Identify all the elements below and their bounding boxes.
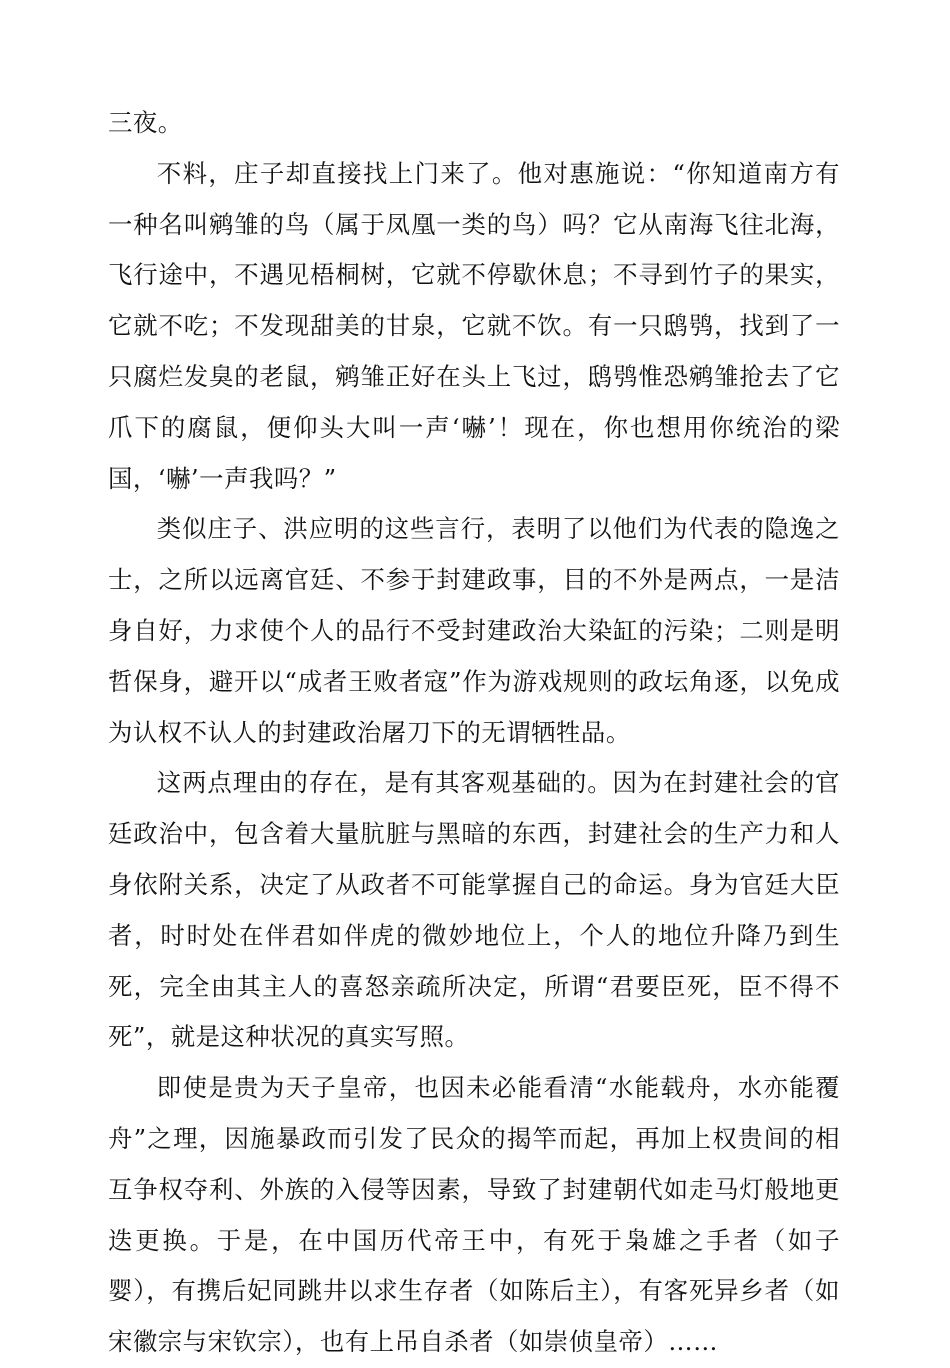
paragraph-3: 类似庄子、洪应明的这些言行，表明了以他们为代表的隐逸之士，之所以远离官廷、不参于封建政事，目的不外是两点，一是洁身自好，力求使个人的品行不受封建政治大染缸的污染；二则是明哲保身，避开以“成者王败者寇”作为游戏规则的政坛角逐，以免成为认权不认人的封建政治屠刀下的无谓牺牲品。 [108, 514, 840, 747]
paragraph-5: 即使是贵为天子皇帝，也因未必能看清“水能载舟，水亦能覆舟”之理，因施暴政而引发了民众的揭竿而起，再加上权贵间的相互争权夺利、外族的入侵等因素，导致了封建朝代如走马灯般地更迭更换。于是，在中国历代帝王中，有死于枭雄之手者（如子婴），有携后妃同跳井以求生存者（如陈后主），有客死异乡者（如宋徽宗与宋钦宗），也有上吊自杀者（如崇侦皇帝）…… [108, 1073, 840, 1357]
paragraph-2: 不料，庄子却直接找上门来了。他对惠施说：“你知道南方有一种名叫鹓雏的鸟（属于凤凰一类的鸟）吗？它从南海飞往北海，飞行途中，不遇见梧桐树，它就不停歇休息；不寻到竹子的果实，它就不吃；不发现甜美的甘泉，它就不饮。有一只鸱鸮，找到了一只腐烂发臭的老鼠，鹓雏正好在头上飞过，鸱鸮惟恐鹓雏抢去了它爪下的腐鼠，便仰头大叫一声‘嚇’！现在，你也想用你统治的梁国，‘嚇’一声我吗？” [108, 158, 840, 493]
paragraph-4: 这两点理由的存在，是有其客观基础的。因为在封建社会的官廷政治中，包含着大量肮脏与黑暗的东西，封建社会的生产力和人身依附关系，决定了从政者不可能掌握自己的命运。身为官廷大臣者，时时处在伴君如伴虎的微妙地位上，个人的地位升降乃到生死，完全由其主人的喜怒亲疏所决定，所谓“君要臣死，臣不得不死”，就是这种状况的真实写照。 [108, 768, 840, 1052]
paragraph-1: 三夜。 [108, 108, 183, 137]
document-page [108, 98, 840, 1368]
